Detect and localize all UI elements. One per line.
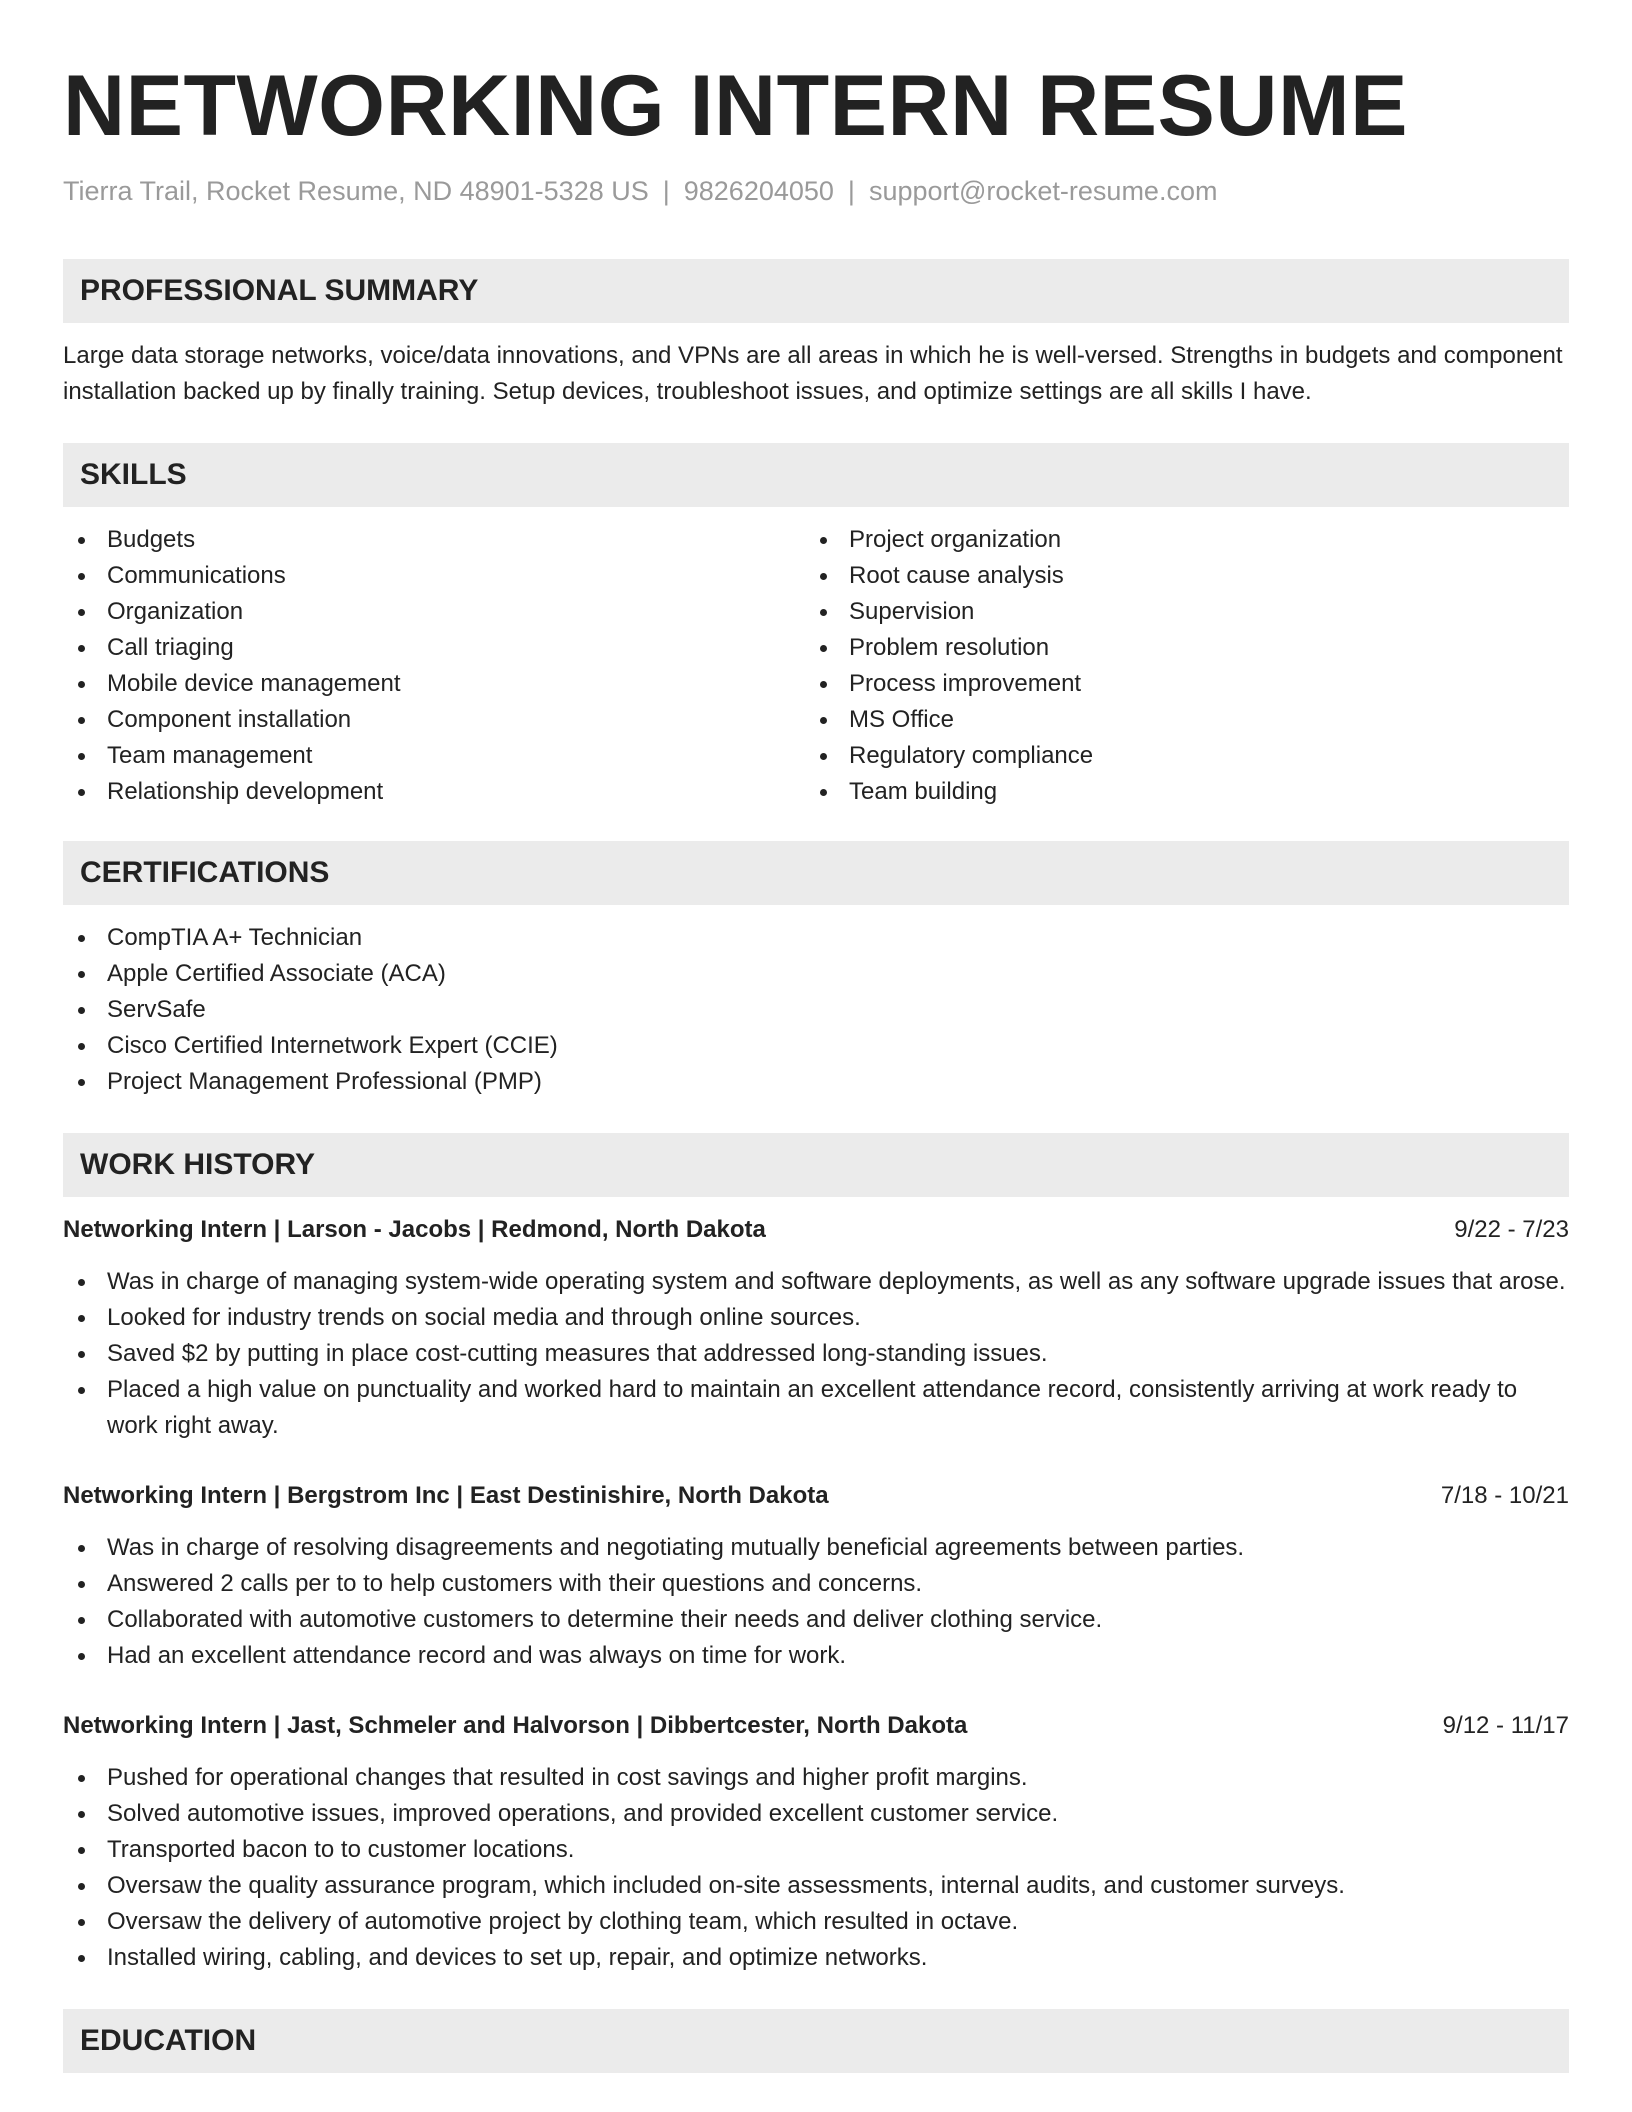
skill-item: Mobile device management [63,666,805,702]
skill-item: Budgets [63,522,805,558]
skill-item: Call triaging [63,630,805,666]
skill-item: Supervision [805,594,1547,630]
contact-address: Tierra Trail, Rocket Resume, ND 48901-5328 US [63,176,649,206]
education-heading: EDUCATION [63,2009,1569,2073]
work-history-heading: WORK HISTORY [63,1133,1569,1197]
job-bullet: Oversaw the quality assurance program, which included on-site assessments, internal audits, and customer surveys. [63,1868,1569,1904]
certification-item: Apple Certified Associate (ACA) [63,956,1569,992]
contact-phone: 9826204050 [683,176,834,206]
job-bullet-list [63,1530,1569,1674]
skill-item: Root cause analysis [805,558,1547,594]
job-bullet: Pushed for operational changes that resulted in cost savings and higher profit margins. [63,1760,1569,1796]
certifications-list [63,920,1569,1100]
skill-item: Team management [63,738,805,774]
contact-separator: | [847,176,855,206]
skill-item: Regulatory compliance [805,738,1547,774]
job-bullet-list [63,1264,1569,1444]
job-bullet-list [63,1760,1569,1976]
job-bullet: Collaborated with automotive customers to determine their needs and deliver clothing service. [63,1602,1569,1638]
job-dates: 9/22 - 7/23 [1454,1216,1569,1243]
job-bullet: Was in charge of managing system-wide operating system and software deployments, as well as any software upgrade issues that arose. [63,1264,1569,1300]
job-title: Networking Intern | Larson - Jacobs | Redmond, North Dakota [63,1216,766,1243]
job-bullet: Looked for industry trends on social media and through online sources. [63,1300,1569,1336]
skill-item: Team building [805,774,1547,810]
resume-title: NETWORKING INTERN RESUME [63,58,1408,154]
job-bullet: Was in charge of resolving disagreements and negotiating mutually beneficial agreements between parties. [63,1530,1569,1566]
skill-item: MS Office [805,702,1547,738]
job-bullet: Oversaw the delivery of automotive project by clothing team, which resulted in octave. [63,1904,1569,1940]
skill-item: Problem resolution [805,630,1547,666]
job-dates: 7/18 - 10/21 [1440,1482,1569,1509]
skill-item: Communications [63,558,805,594]
contact-separator: | [662,176,670,206]
job-entry [63,1478,1569,1674]
job-header [63,1708,1569,1744]
skill-item: Relationship development [63,774,805,810]
skill-item: Organization [63,594,805,630]
skills-heading: SKILLS [63,443,1569,507]
job-entry [63,1212,1569,1444]
skills-column-left [63,522,805,810]
certification-item: CompTIA A+ Technician [63,920,1569,956]
job-bullet: Had an excellent attendance record and was always on time for work. [63,1638,1569,1674]
certification-item: Project Management Professional (PMP) [63,1064,1569,1100]
summary-text: Large data storage networks, voice/data innovations, and VPNs are all areas in which he is well-versed. Strengths in budgets and component installation backed up by finally training. Setup devices, troubleshoot issues, and optimize settings are all skills I have. [63,342,1563,405]
certification-item: ServSafe [63,992,1569,1028]
skill-item: Component installation [63,702,805,738]
certification-item: Cisco Certified Internetwork Expert (CCIE) [63,1028,1569,1064]
job-bullet: Answered 2 calls per to to help customers with their questions and concerns. [63,1566,1569,1602]
contact-email: support@rocket-resume.com [868,176,1218,206]
contact-line [63,174,1569,208]
summary-heading: PROFESSIONAL SUMMARY [63,259,1569,323]
job-bullet: Placed a high value on punctuality and worked hard to maintain an excellent attendance record, consistently arriving at work ready to work right away. [63,1372,1569,1444]
job-bullet: Solved automotive issues, improved operations, and provided excellent customer service. [63,1796,1569,1832]
job-bullet: Installed wiring, cabling, and devices to set up, repair, and optimize networks. [63,1940,1569,1976]
skill-item: Project organization [805,522,1547,558]
job-title: Networking Intern | Jast, Schmeler and Halvorson | Dibbertcester, North Dakota [63,1712,968,1739]
job-bullet: Saved $2 by putting in place cost-cutting measures that addressed long-standing issues. [63,1336,1569,1372]
job-title: Networking Intern | Bergstrom Inc | East Destinishire, North Dakota [63,1482,829,1509]
job-dates: 9/12 - 11/17 [1442,1712,1569,1739]
job-entry [63,1708,1569,1976]
certifications-heading: CERTIFICATIONS [63,841,1569,905]
skills-grid [63,522,1569,810]
skills-column-right [805,522,1547,810]
job-header [63,1212,1569,1248]
job-bullet: Transported bacon to to customer locations. [63,1832,1569,1868]
skill-item: Process improvement [805,666,1547,702]
job-header [63,1478,1569,1514]
